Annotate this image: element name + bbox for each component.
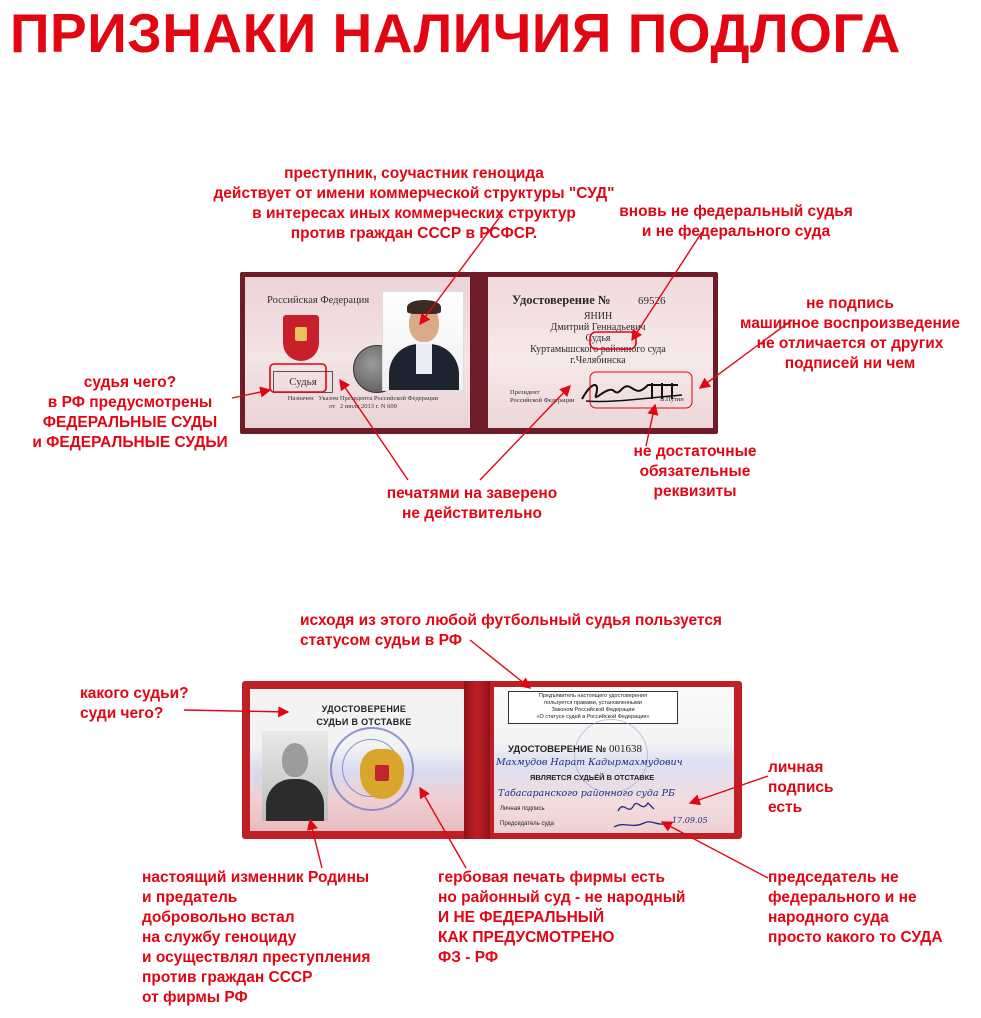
arrow-to-position xyxy=(632,232,702,340)
president-label: Президент Российской Федерации xyxy=(510,389,575,404)
note-seals-invalid: печатями на заверено не действительно xyxy=(386,485,558,522)
status-text: ЯВЛЯЕТСЯ СУДЬЁЙ В ОТСТАВКЕ xyxy=(530,773,655,782)
note-judge-of-what: судья чего? в РФ предусмотрены ФЕДЕРАЛЬНЫЕ СУДЫ и ФЕДЕРАЛЬНЫЕ СУДЬИ xyxy=(32,374,228,451)
arrow-to-coat-of-arms xyxy=(420,788,466,868)
note-coat-of-arms-seal: гербовая печать фирмы есть но районный суд - не народный И НЕ ФЕДЕРАЛЬНЫЙ КАК ПРЕДУСМОТРЕНО ФЗ - РФ xyxy=(438,869,686,966)
arrow-to-photo-2 xyxy=(310,820,322,868)
arrow-to-requisites xyxy=(646,405,655,446)
certificate-label: УДОСТОВЕРЕНИЕ № xyxy=(508,744,607,755)
note-traitor: настоящий изменник Родины и предатель добровольно встал на службу геноциду и осуществлял преступления против граждан СССР от фирмы РФ xyxy=(142,869,371,1006)
note-personal-signature: личная подпись есть xyxy=(768,759,834,816)
page-title: ПРИЗНАКИ НАЛИЧИЯ ПОДЛОГА xyxy=(10,2,901,64)
decree-text: Назначен Указом Президента Российской Федерации от 2 июля 2013 г. N 600 xyxy=(287,395,439,410)
holder-name: Махмудов Нарат Кадырмахмудович xyxy=(496,757,683,768)
highlight-judge-label xyxy=(270,364,326,392)
chairman-label: Председатель суда xyxy=(500,821,555,827)
certificate-number: 69526 xyxy=(638,295,666,307)
arrow-to-seal-2 xyxy=(480,386,570,480)
arrow-to-personal-signature xyxy=(690,776,768,803)
note-football-judge: исходя из этого любой футбольный судья пользуется статусом судьи в РФ xyxy=(300,612,722,649)
highlight-signature xyxy=(590,372,692,408)
certificate-label: Удостоверение № xyxy=(512,293,611,307)
country-label: Российская Федерация xyxy=(267,295,370,306)
note-insufficient-requisites: не достаточные обязательные реквизиты xyxy=(633,443,757,500)
arrow-to-seal-1 xyxy=(340,380,408,480)
card-heading: УДОСТОВЕРЕНИЕ СУДЬИ В ОТСТАВКЕ xyxy=(316,704,412,727)
highlight-position xyxy=(590,332,636,349)
certificate-number: 001638 xyxy=(608,743,642,755)
holder-city: г.Челябинска xyxy=(570,355,626,366)
note-not-signature: не подпись машинное воспроизведение не отличается от других подписей ни чем xyxy=(739,295,961,372)
note-chairman-not-federal: председатель не федерального и не народного суда просто какого то СУДА xyxy=(768,869,943,946)
holder-position: Судья xyxy=(585,333,611,344)
judge-label: Судья xyxy=(273,371,333,393)
president-name: В.Путин xyxy=(660,396,684,403)
signature-date: 17.09.05 xyxy=(672,816,708,825)
arrow-to-heading xyxy=(184,710,288,712)
holder-court: Куртамышского районного суда xyxy=(530,344,666,355)
rights-notice: Предъявитель настоящего удостоверения пользуется правами, установленными Законом Российской Федерации «О статусе судей в Российской Федерации» xyxy=(508,691,678,724)
personal-signature-label: Личная подпись xyxy=(500,806,545,812)
note-not-federal-judge: вновь не федеральный судья и не федерального суда xyxy=(619,203,853,240)
note-which-judge: какого судьи? суди чего? xyxy=(80,685,189,722)
holder-name: Дмитрий Геннадьевич xyxy=(550,322,646,333)
note-criminal: преступник, соучастник геноцида действует от имени коммерческой структуры "СУД" в интересах иных коммерческих структур против граждан СССР в РСФСР. xyxy=(213,165,615,242)
holder-court: Табасаранского районного суда РБ xyxy=(498,788,675,799)
holder-surname: ЯНИН xyxy=(583,311,613,322)
